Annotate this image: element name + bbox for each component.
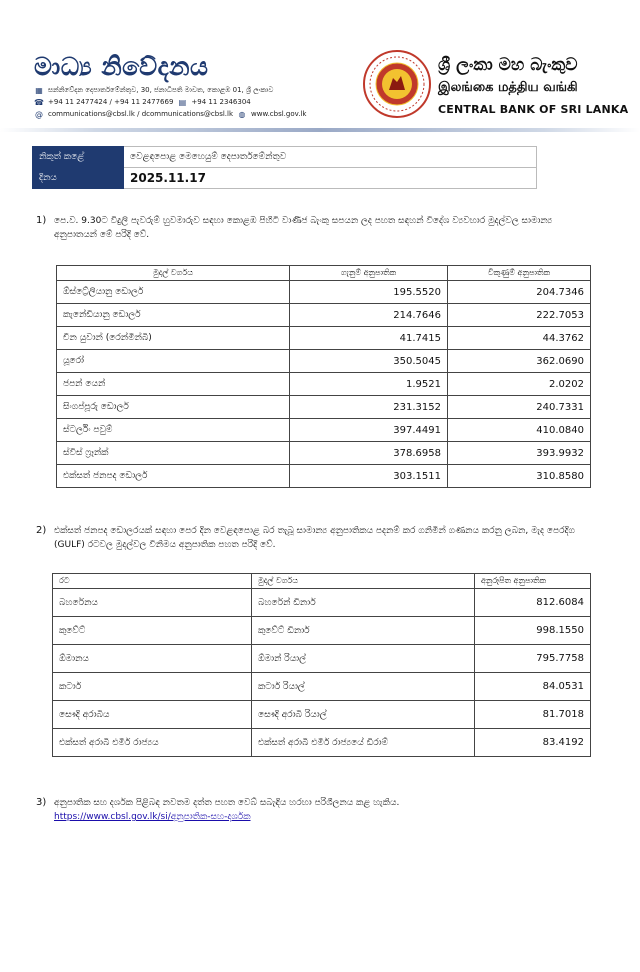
paragraph-number: 3) (36, 797, 47, 808)
table-row (57, 327, 591, 350)
gulf-cross-rate-table (52, 573, 591, 757)
email-icon: @ (35, 109, 43, 119)
paragraph-text: එක්සත් ජනපද ඩොලරයක් සඳහා පෙර දින වෙළඳපොළ බර තැබූ සාමාන්‍ය අනුපාතිකය පදනම් කර ගනිමින් ගණනය කරනු ලබන, මැද පෙරදිග (GULF) රටවල මුදල්වල විනිමය අනුපාතික පහත පරිදි වේ. (54, 526, 575, 550)
rate-cell: 393.9932 (448, 442, 591, 465)
text-cell: ඕමානය (53, 645, 252, 673)
building-icon: ▦ (35, 86, 43, 95)
text-cell: ඕමාන් රියාල් (252, 645, 475, 673)
text-cell: සෞදි අරාබිය (53, 701, 252, 729)
letterhead (0, 0, 640, 130)
text-cell: යූරෝ (57, 350, 290, 373)
rate-cell: 303.1511 (290, 465, 448, 488)
date-row (33, 168, 537, 189)
rate-cell: 195.5520 (290, 281, 448, 304)
text-cell: කුවේට් (53, 617, 252, 645)
email-web-line (34, 110, 306, 118)
rate-cell: 378.6958 (290, 442, 448, 465)
text-cell: කුවේට් ඩිනාර් (252, 617, 475, 645)
paragraph-number: 2) (36, 525, 47, 536)
rate-cell: 362.0690 (448, 350, 591, 373)
rate-cell: 84.0531 (475, 673, 591, 701)
table-row (57, 396, 591, 419)
rate-cell: 231.3152 (290, 396, 448, 419)
globe-icon: ◍ (238, 109, 246, 119)
text-cell: ජපන් යෙන් (57, 373, 290, 396)
text-cell: බහරේන් ඩිනාර් (252, 589, 475, 617)
rate-cell: 204.7346 (448, 281, 591, 304)
bank-name-english: CENTRAL BANK OF SRI LANKA (438, 103, 629, 116)
paragraph-number: 1) (36, 215, 47, 226)
issued-by-label: නිකුත් කළේ (33, 147, 124, 168)
text-cell: ස්විස් ෆ්‍රෑන්ක් (57, 442, 290, 465)
table-row (53, 645, 591, 673)
issued-by-value: වෙළඳපොළ මෙහෙයුම් දෙපාර්තමේන්තුව (124, 147, 537, 168)
text-cell: ස්ටර්ලිං පවුම් (57, 419, 290, 442)
rate-cell: 83.4192 (475, 729, 591, 757)
text-cell: කැනේඩියානු ඩොලර් (57, 304, 290, 327)
issued-by-row (33, 147, 537, 168)
paragraph-text: පෙ.ව. 9.30ට විදුලි පැවරුම් හුවමාරුව සඳහා කොළඹ පිහිටි වාණිජ බැංකු සපයන ලද පහත සඳහන් විදේශ ව්‍යවහාර මුදල්වල සාමාන්‍ය අනුපාතයන් මේ පරිදි වේ. (54, 216, 553, 240)
rate-cell: 795.7758 (475, 645, 591, 673)
paragraph-text: අනුපාතික සහ දර්ශක පිළිබඳ නවතම දත්ත පහත වෙබ් සබැඳිය හරහා පරිශීලනය කළ හැකිය. (54, 798, 400, 808)
table-row (57, 281, 591, 304)
table-row (53, 589, 591, 617)
fax-icon: ▤ (178, 97, 187, 107)
text-cell: චීන යුවාන් (රෙන්මින්බි) (57, 327, 290, 350)
phone-icon: ☎ (34, 97, 44, 107)
text-cell: සිංගප්පූරු ඩොලර් (57, 396, 290, 419)
central-bank-seal-icon (363, 50, 431, 118)
rate-cell: 397.4491 (290, 419, 448, 442)
phone-line (34, 98, 251, 106)
rate-cell: 812.6084 (475, 589, 591, 617)
selling-rate-column-header: විකුණුම් අනුපාතික (448, 266, 591, 281)
rate-cell: 214.7646 (290, 304, 448, 327)
table-row (57, 350, 591, 373)
rates-indicators-link[interactable]: https://www.cbsl.gov.lk/si/අනුපාතික-සහ-දර්ශක (54, 812, 251, 822)
text-cell: එක්සත් අරාබි එමීර් රාජ්‍යයේ ඩිරාම් (252, 729, 475, 757)
rate-cell: 41.7415 (290, 327, 448, 350)
text-cell: බහරේනය (53, 589, 252, 617)
exchange-rate-rows (57, 281, 591, 488)
table-row (57, 304, 591, 327)
fax-number: +94 11 2346304 (191, 98, 251, 106)
text-cell: කටාර් රියාල් (252, 673, 475, 701)
rate-cell: 1.9521 (290, 373, 448, 396)
rate-cell: 222.7053 (448, 304, 591, 327)
buying-rate-column-header: ගැනුම් අනුපාතික (290, 266, 448, 281)
paragraph-1 (36, 214, 596, 242)
rate-cell: 240.7331 (448, 396, 591, 419)
currency-column-header: මුදල් වර්ගය (57, 266, 290, 281)
press-release-title: මාධ්‍ය නිවේදනය (34, 52, 209, 81)
rate-cell: 2.0202 (448, 373, 591, 396)
header-divider (0, 128, 640, 132)
table-row (57, 442, 591, 465)
email-addresses[interactable]: communications@cbsl.lk / dcommunications@cbsl.lk (48, 110, 234, 118)
rate-cell: 310.8580 (448, 465, 591, 488)
text-cell: එක්සත් ජනපද ඩොලර් (57, 465, 290, 488)
text-cell: එක්සත් අරාබි එමීර් රාජ්‍යය (53, 729, 252, 757)
table-row (53, 673, 591, 701)
table-row (53, 617, 591, 645)
text-cell: සෞදි අරාබි රියාල් (252, 701, 475, 729)
date-label: දිනය (33, 168, 124, 189)
rate-cell: 350.5045 (290, 350, 448, 373)
gulf-rate-rows (53, 589, 591, 757)
phone-numbers: +94 11 2477424 / +94 11 2477669 (48, 98, 174, 106)
table-row (57, 419, 591, 442)
table-row (57, 373, 591, 396)
text-cell: ඕස්ට්‍රේලියානු ඩොලර් (57, 281, 290, 304)
currency-column-header: මුදල් වර්ගය (252, 574, 475, 589)
release-meta-table (32, 146, 537, 189)
table-header-row (57, 266, 591, 281)
exchange-rate-table (56, 265, 591, 488)
rate-cell: 81.7018 (475, 701, 591, 729)
table-header-row (53, 574, 591, 589)
bank-name-sinhala: ශ්‍රී ලංකා මහ බැංකුව (438, 55, 578, 75)
rate-cell: 410.0840 (448, 419, 591, 442)
rate-cell: 998.1550 (475, 617, 591, 645)
cross-rate-column-header: අනුරූපිත අනුපාතික (475, 574, 591, 589)
address-line: ▦ සන්නිවේදන දෙපාර්තමේන්තුව, 30, ජනාධිපති මාවත, කොළඹ 01, ශ්‍රී ලංකාව (35, 86, 274, 95)
website-link[interactable]: www.cbsl.gov.lk (251, 110, 307, 118)
date-value: 2025.11.17 (124, 168, 537, 189)
bank-name-tamil: இலங்கை மத்திய வங்கி (438, 80, 578, 95)
table-row (53, 729, 591, 757)
rate-cell: 44.3762 (448, 327, 591, 350)
table-row (57, 465, 591, 488)
paragraph-2 (36, 524, 596, 552)
table-row (53, 701, 591, 729)
country-column-header: රට (53, 574, 252, 589)
paragraph-3 (36, 796, 596, 824)
text-cell: කටාර් (53, 673, 252, 701)
